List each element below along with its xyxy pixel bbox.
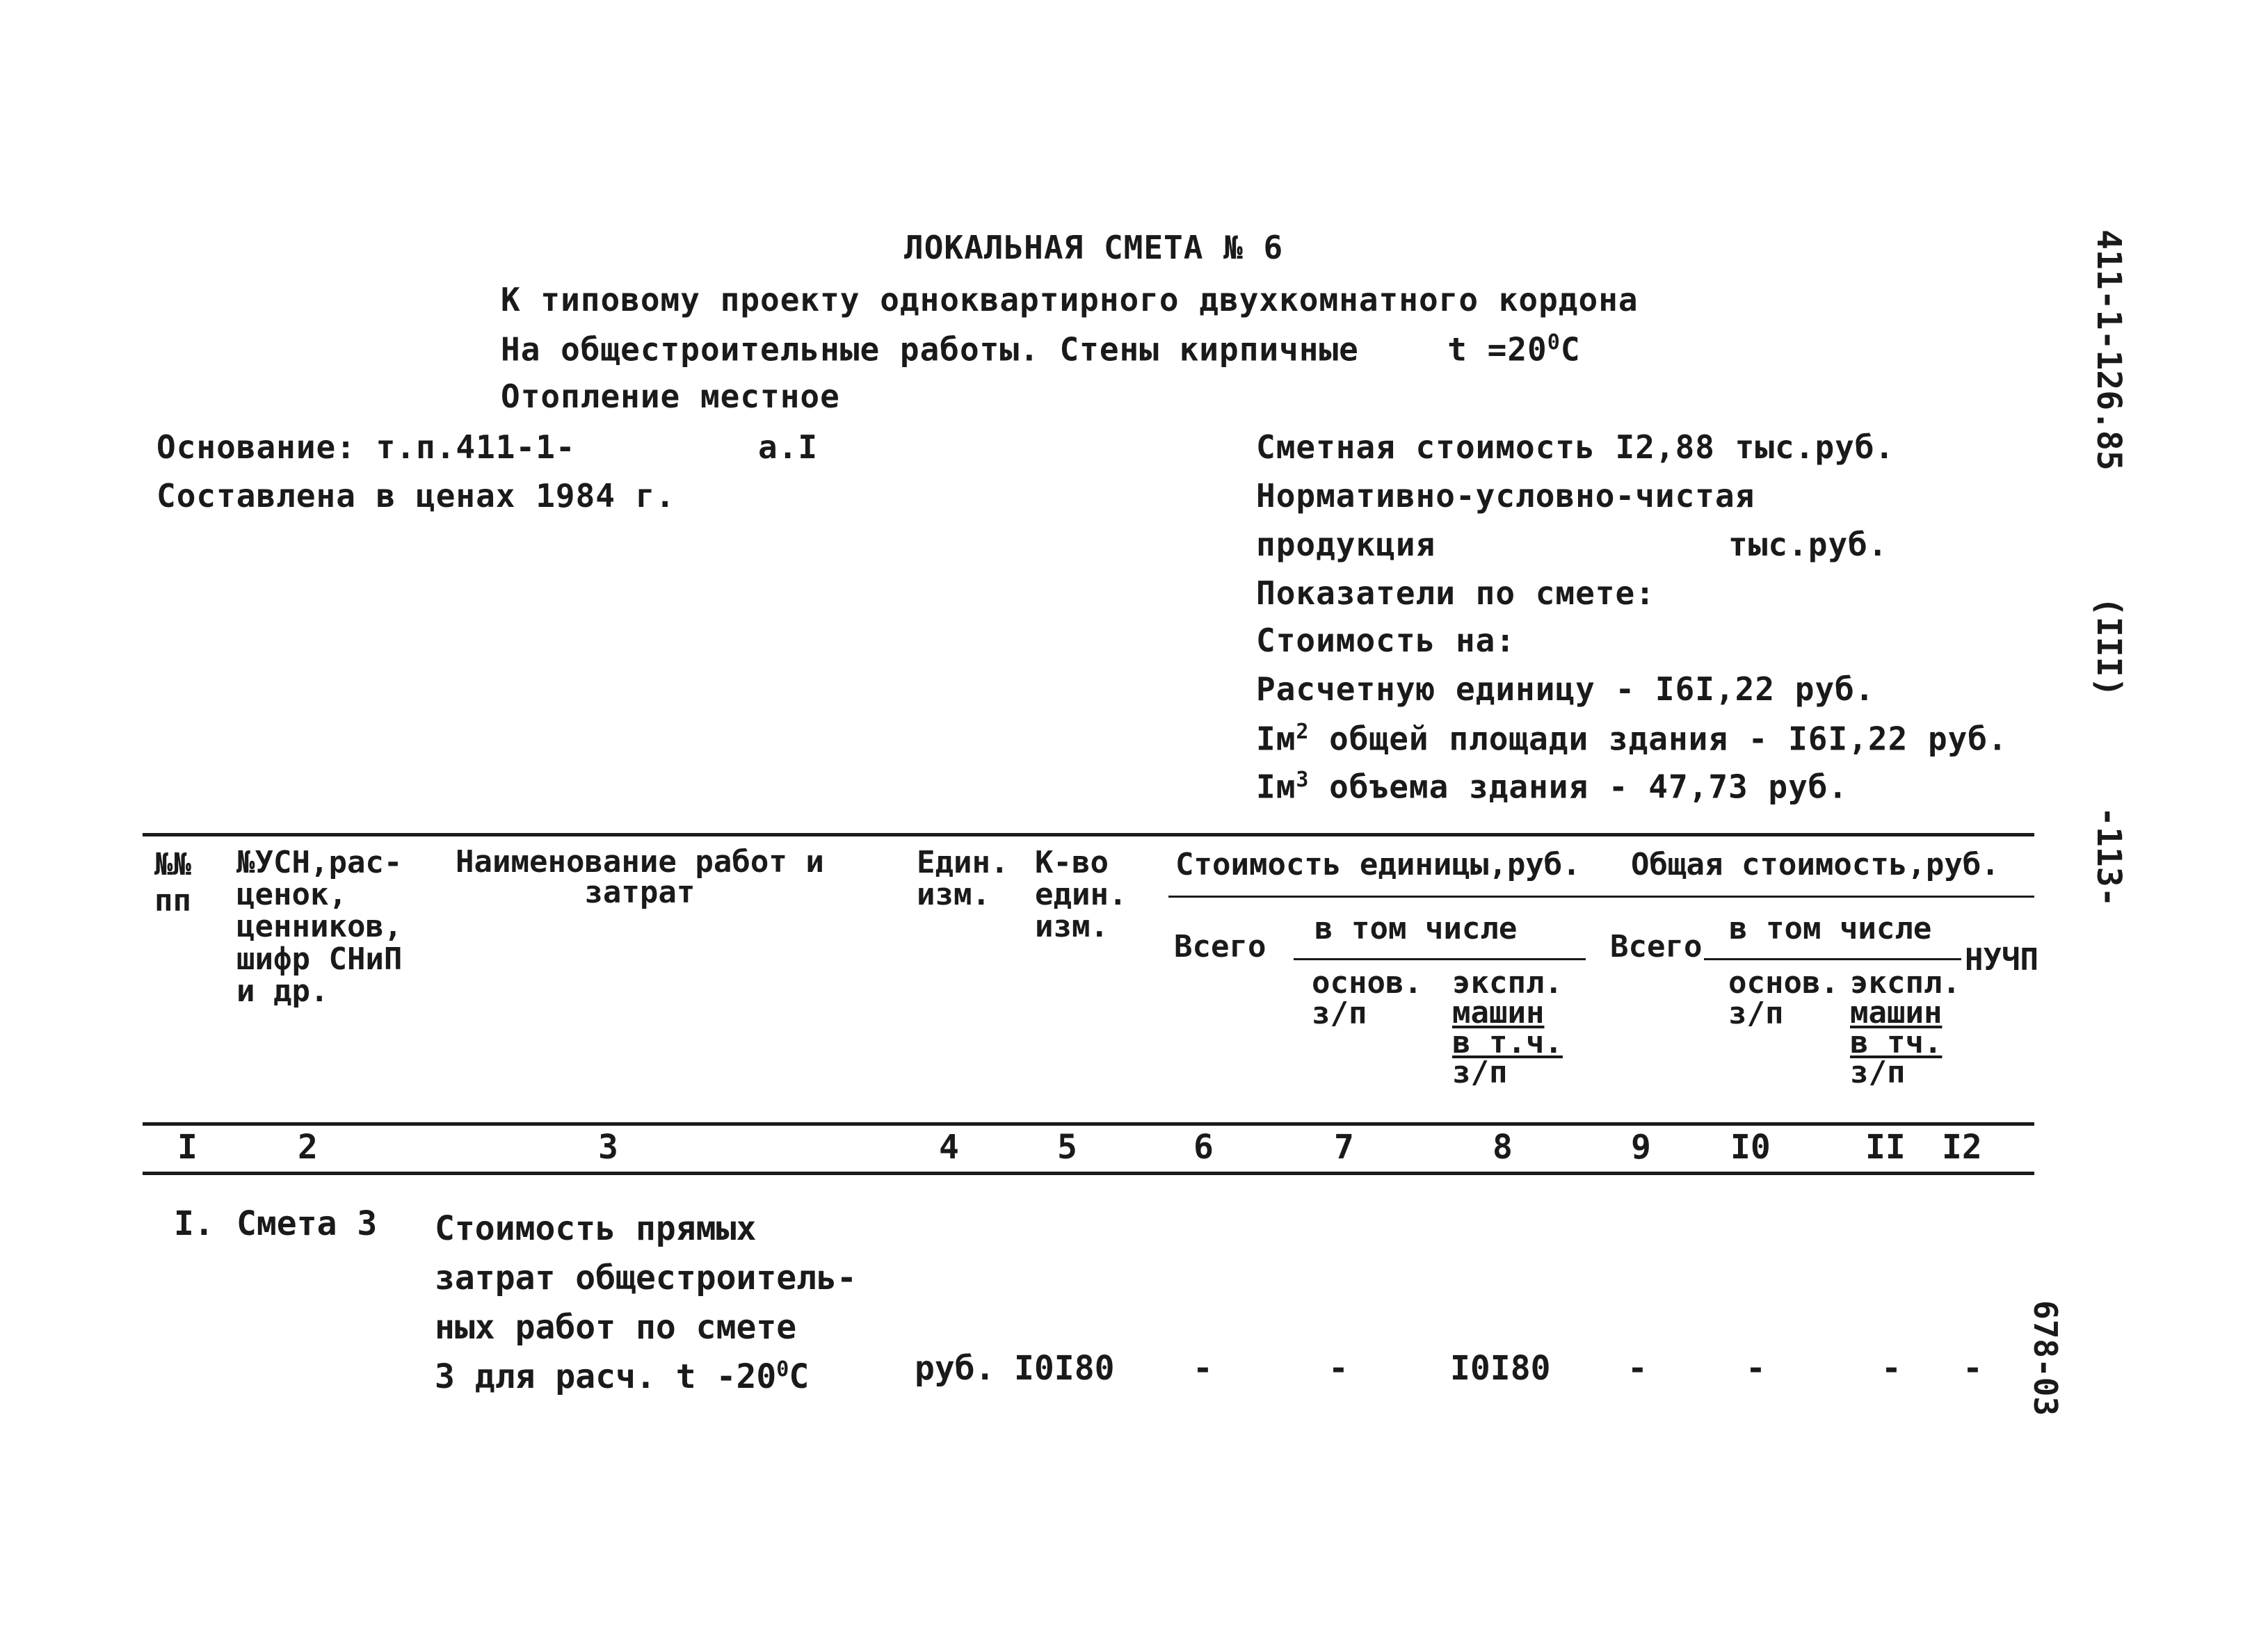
table-header-bottom-rule (143, 1122, 2034, 1126)
row-code: Смета 3 (236, 1204, 378, 1243)
col-num-9: 9 (1631, 1128, 1651, 1167)
table-unit-cost-rule (1168, 896, 2034, 898)
col-num-5: 5 (1057, 1128, 1077, 1167)
th-num: №№ пп (154, 847, 191, 919)
m3-prefix: Iм (1256, 768, 1296, 806)
m3-line (1256, 768, 1849, 806)
row-c8: I0I80 (1450, 1349, 1551, 1388)
th-osnov-zp-total: основ. з/п (1728, 965, 1839, 1031)
produkciya-unit: тыс.руб. (1728, 526, 1888, 563)
th-code: №УСН,рас- ценок, ценников, шифр СНиП и др. (236, 845, 403, 1009)
header-line2-temp-sup: 0 (1547, 330, 1561, 355)
th-unit-cost: Стоимость единицы,руб. (1175, 847, 1581, 882)
col-num-6: 6 (1193, 1128, 1214, 1167)
header-line2-temp-unit: С (1560, 330, 1581, 369)
th-total-cost: Общая стоимость,руб. (1631, 847, 2000, 882)
col-num-8: 8 (1493, 1128, 1513, 1167)
th-vtom-total: в том числе (1729, 911, 1932, 946)
raschetnuyu: Расчетную единицу - I6I,22 руб. (1256, 670, 1875, 708)
pokazateli: Показатели по смете: (1256, 574, 1655, 612)
row-c10: - (1746, 1349, 1766, 1388)
m2-sup: 2 (1296, 720, 1310, 744)
col-num-3: 3 (598, 1128, 618, 1167)
row-c12: - (1963, 1349, 1983, 1388)
stamp-code: 678-03 (2027, 1300, 2064, 1416)
row-c11: - (1881, 1349, 1901, 1388)
smetnaya-stoimost: Сметная стоимость I2,88 тыс.руб. (1256, 428, 1895, 466)
row-unit: руб. (915, 1349, 995, 1388)
table-vtom2-rule (1704, 958, 1961, 960)
doc-code: 411-1-126.85 (2089, 229, 2128, 471)
table-vtom1-rule (1294, 958, 1586, 960)
table-colnum-rule (143, 1172, 2034, 1175)
th-vsego-total: Всего (1610, 929, 1703, 964)
th-nuchp: НУЧП (1965, 942, 2038, 978)
row-name: Стоимость прямых затрат общестроитель- ных работ по смете 3 для расч. t $-20^0С$ (435, 1209, 857, 1397)
col-num-4: 4 (939, 1128, 959, 1167)
header-line2-text: На общестроительные работы. Стены кирпичные (501, 330, 1359, 369)
m3-text: объема здания - 47,73 руб. (1309, 768, 1849, 806)
th-osnov-zp-unit: основ. з/п (1312, 965, 1422, 1031)
osnovanie: Основание: т.п.411-1- (156, 428, 576, 466)
row-num: I. (174, 1204, 214, 1243)
header-line2-temp: t =20 (1447, 330, 1547, 369)
col-num-12: I2 (1942, 1128, 1982, 1167)
th-vtom-unit: в том числе (1314, 911, 1518, 946)
m2-line (1256, 720, 2008, 758)
th-ekspl-unit: экспл. машин в т.ч. з/п (1452, 965, 1563, 1091)
sostavlena: Составлена в ценах 1984 г. (156, 477, 676, 515)
m2-prefix: Iм (1256, 720, 1296, 758)
th-vsego-unit: Всего (1174, 929, 1266, 964)
col-num-2: 2 (298, 1128, 318, 1167)
row-c7: - (1328, 1349, 1349, 1388)
col-num-7: 7 (1334, 1128, 1354, 1167)
row-name-temp: t -20 (675, 1357, 777, 1397)
th-unit: Един. изм. (917, 845, 1009, 913)
album-number: (III) (2089, 597, 2128, 697)
header-line3: Отопление местное (501, 378, 840, 415)
th-ekspl-total: экспл. машин в тч. з/п (1850, 965, 1961, 1091)
col-num-1: I (177, 1128, 198, 1167)
page-number: -113- (2089, 807, 2128, 907)
table-top-rule (143, 833, 2034, 836)
row-c6: - (1193, 1349, 1213, 1388)
m3-sup: 3 (1296, 768, 1310, 792)
col-num-10: I0 (1730, 1128, 1771, 1167)
doc-title: ЛОКАЛЬНАЯ СМЕТА № 6 (904, 229, 1284, 266)
osnovanie-suffix: а.I (758, 428, 819, 466)
col-num-11: II (1865, 1128, 1906, 1167)
th-name: Наименование работ и затрат (456, 844, 824, 910)
normativ: Нормативно-условно-чистая (1256, 477, 1755, 515)
row-c9: - (1627, 1349, 1648, 1388)
header-line1: К типовому проекту одноквартирного двухкомнатного кордона (501, 281, 1639, 318)
header-line2 (501, 330, 1581, 369)
row-qty: I0I80 (1014, 1349, 1115, 1388)
th-qty: К-во един. изм. (1035, 845, 1127, 945)
m2-text: общей площади здания - I6I,22 руб. (1309, 720, 2008, 758)
produkciya: продукция (1256, 526, 1436, 563)
stoimost-na: Стоимость на: (1256, 622, 1516, 659)
